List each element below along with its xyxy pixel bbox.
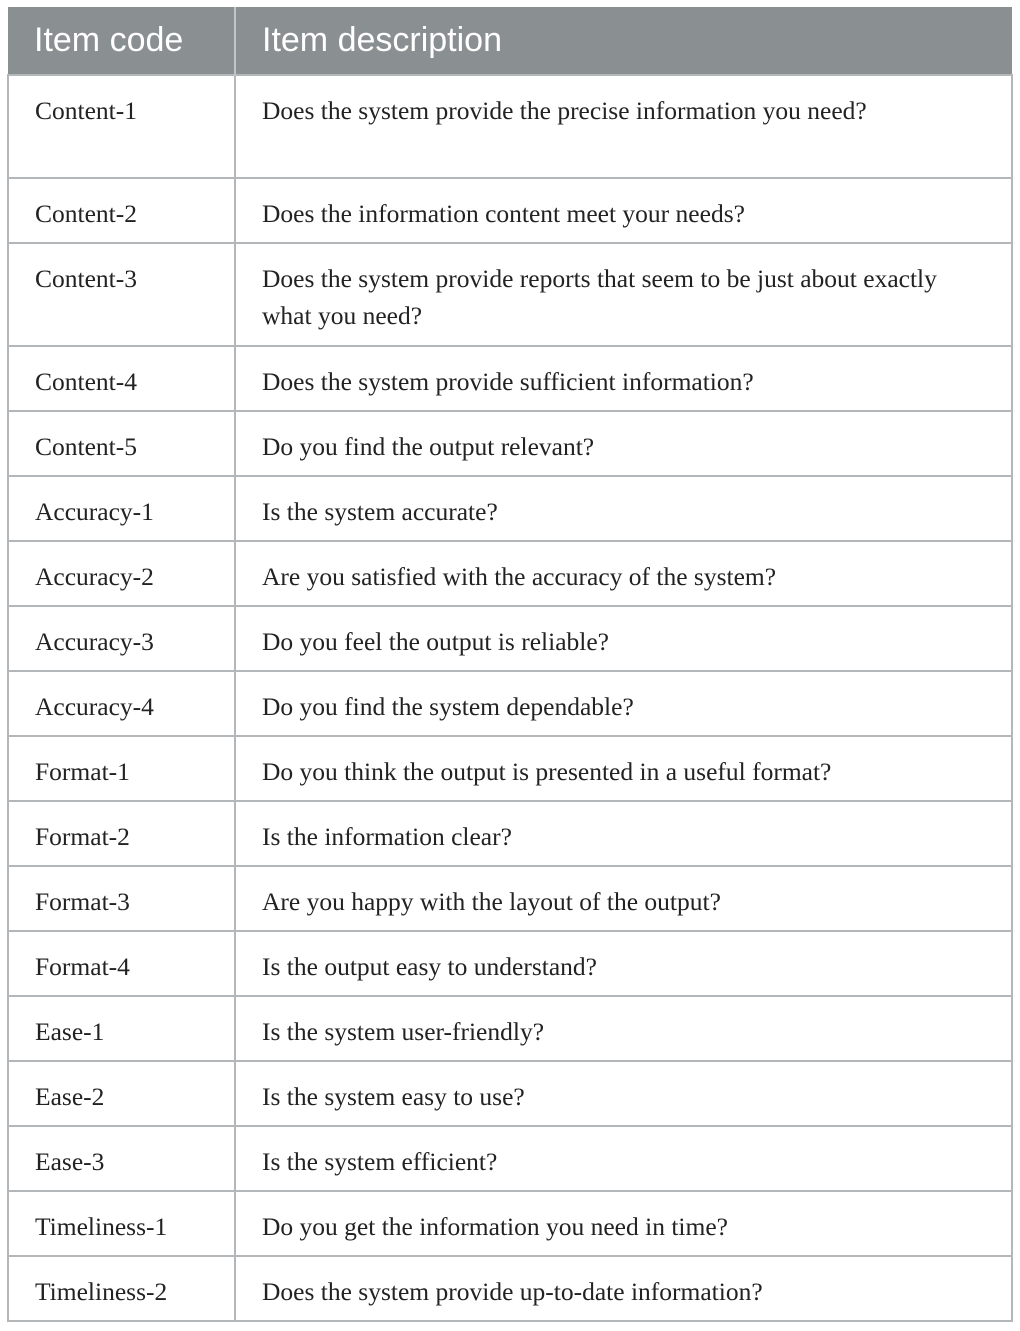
item-description-cell: Is the output easy to understand? bbox=[235, 931, 1012, 996]
item-code-cell: Content-4 bbox=[8, 346, 235, 411]
item-code-cell: Format-4 bbox=[8, 931, 235, 996]
table-header-row bbox=[8, 7, 1012, 75]
item-description-cell: Are you satisfied with the accuracy of the system? bbox=[235, 541, 1012, 606]
item-code-cell: Accuracy-2 bbox=[8, 541, 235, 606]
table-row bbox=[8, 346, 1012, 411]
item-code-cell: Ease-1 bbox=[8, 996, 235, 1061]
item-code-cell: Ease-2 bbox=[8, 1061, 235, 1126]
table-row bbox=[8, 476, 1012, 541]
item-description-cell: Are you happy with the layout of the output? bbox=[235, 866, 1012, 931]
item-table bbox=[7, 7, 1013, 1322]
table-row bbox=[8, 541, 1012, 606]
item-code-cell: Content-1 bbox=[8, 75, 235, 178]
item-description-cell: Does the information content meet your needs? bbox=[235, 178, 1012, 243]
item-description-cell: Do you feel the output is reliable? bbox=[235, 606, 1012, 671]
item-code-cell: Accuracy-3 bbox=[8, 606, 235, 671]
table-row bbox=[8, 671, 1012, 736]
item-description-cell: Does the system provide up-to-date information? bbox=[235, 1256, 1012, 1321]
table-row bbox=[8, 1191, 1012, 1256]
item-code-cell: Timeliness-2 bbox=[8, 1256, 235, 1321]
item-description-cell: Do you find the output relevant? bbox=[235, 411, 1012, 476]
table-row bbox=[8, 243, 1012, 346]
item-description-cell: Is the information clear? bbox=[235, 801, 1012, 866]
item-code-cell: Format-3 bbox=[8, 866, 235, 931]
item-code-cell: Content-3 bbox=[8, 243, 235, 346]
table-row bbox=[8, 75, 1012, 178]
item-code-cell: Format-2 bbox=[8, 801, 235, 866]
item-description-cell: Does the system provide the precise information you need? bbox=[235, 75, 1012, 178]
item-description-cell: Is the system user-friendly? bbox=[235, 996, 1012, 1061]
item-description-cell: Is the system accurate? bbox=[235, 476, 1012, 541]
item-code-cell: Ease-3 bbox=[8, 1126, 235, 1191]
item-description-cell: Do you think the output is presented in a useful format? bbox=[235, 736, 1012, 801]
header-item-description: Item description bbox=[235, 7, 1012, 75]
item-description-cell: Do you find the system dependable? bbox=[235, 671, 1012, 736]
table-row bbox=[8, 1126, 1012, 1191]
table-row bbox=[8, 606, 1012, 671]
table-row bbox=[8, 1061, 1012, 1126]
item-code-cell: Timeliness-1 bbox=[8, 1191, 235, 1256]
item-code-cell: Accuracy-1 bbox=[8, 476, 235, 541]
item-code-cell: Content-5 bbox=[8, 411, 235, 476]
item-description-cell: Is the system efficient? bbox=[235, 1126, 1012, 1191]
item-description-cell: Do you get the information you need in time? bbox=[235, 1191, 1012, 1256]
item-description-cell: Does the system provide sufficient information? bbox=[235, 346, 1012, 411]
item-table-container bbox=[7, 7, 1011, 1322]
table-row bbox=[8, 178, 1012, 243]
table-row bbox=[8, 931, 1012, 996]
table-row bbox=[8, 996, 1012, 1061]
table-row bbox=[8, 1256, 1012, 1321]
item-code-cell: Content-2 bbox=[8, 178, 235, 243]
table-row bbox=[8, 736, 1012, 801]
table-row bbox=[8, 801, 1012, 866]
item-description-cell: Is the system easy to use? bbox=[235, 1061, 1012, 1126]
item-description-cell: Does the system provide reports that seem to be just about exactly what you need? bbox=[235, 243, 1012, 346]
item-code-cell: Format-1 bbox=[8, 736, 235, 801]
header-item-code: Item code bbox=[8, 7, 235, 75]
table-row bbox=[8, 411, 1012, 476]
table-row bbox=[8, 866, 1012, 931]
item-code-cell: Accuracy-4 bbox=[8, 671, 235, 736]
